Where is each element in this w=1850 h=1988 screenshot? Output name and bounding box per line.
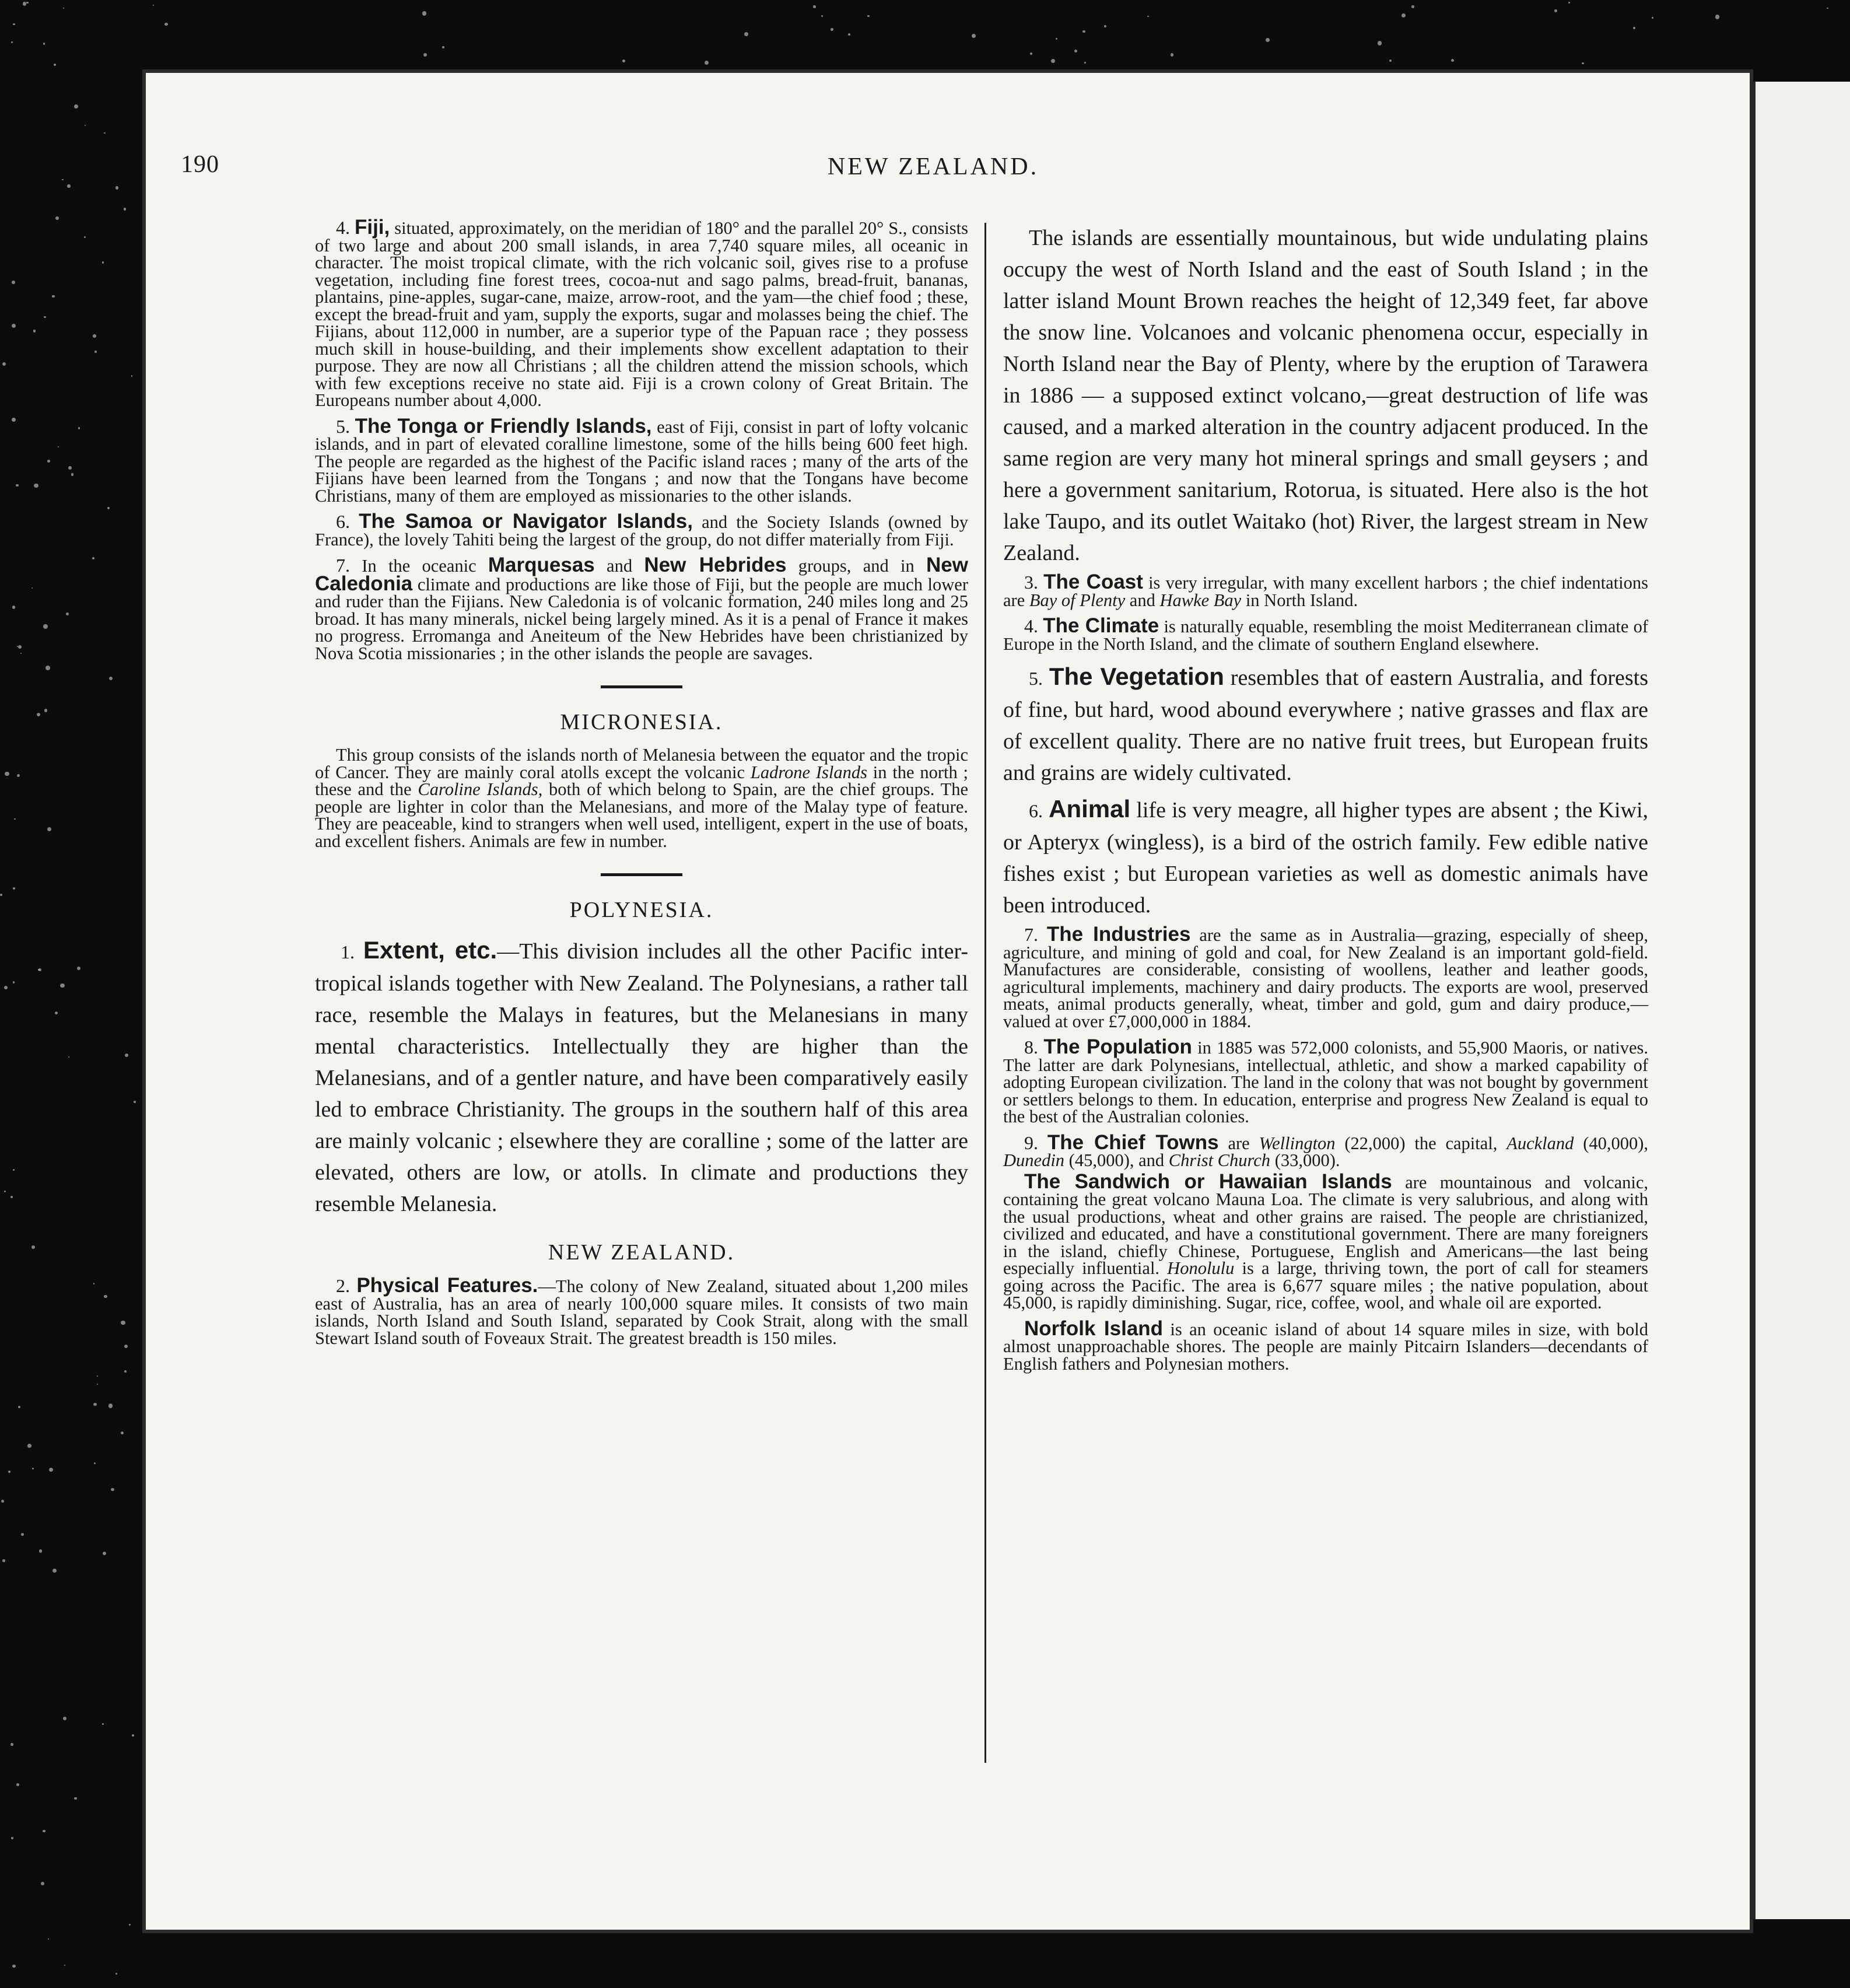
background-speck [31, 587, 33, 589]
background-speck [821, 15, 823, 17]
section-number: 5. [336, 415, 350, 437]
section-number: 4. [1024, 615, 1038, 636]
background-speck [74, 104, 78, 108]
background-speck [18, 645, 22, 649]
background-speck [54, 64, 56, 66]
background-speck [1568, 2, 1570, 4]
body-text: in the north ; these and the [315, 762, 969, 799]
background-speck [27, 1444, 31, 1448]
body-text: In the oceanic [350, 556, 488, 576]
body-text: both of which belong to Spain, are the chief groups. The people are lighter in color than the Melanesians, and more of the Malay type of feature. They are peaceable, kind to strangers when well used, intelligent, expert in the use of boats, and excellent fishers. Animals are few in number. [315, 779, 969, 851]
background-speck [867, 15, 869, 17]
body-text: (33,000). [1270, 1150, 1340, 1170]
background-speck [848, 33, 850, 36]
background-speck [47, 460, 50, 463]
section-number: 3. [1024, 572, 1038, 593]
background-speck [17, 774, 20, 777]
background-speck [423, 53, 427, 57]
paragraph-marquesas [315, 556, 968, 662]
background-speck [55, 216, 59, 220]
italic-term: Caroline Islands, [418, 779, 543, 799]
background-speck [16, 1783, 19, 1786]
section-number: 4. [336, 217, 350, 238]
background-speck [38, 969, 40, 971]
paragraph-polynesia [315, 935, 968, 1220]
background-speck [13, 981, 15, 984]
background-speck [12, 281, 15, 284]
background-speck [705, 61, 709, 65]
heading-population: The Population [1043, 1035, 1192, 1058]
background-speck [1652, 17, 1653, 19]
heading-new-hebrides: New Hebrides [644, 554, 787, 576]
running-head: NEW ZEALAND. [827, 153, 1039, 180]
background-speck [1084, 62, 1086, 64]
background-speck [97, 1384, 98, 1385]
heading-new-zealand: NEW ZEALAND. [548, 1240, 735, 1265]
background-speck [1827, 8, 1828, 9]
heading-industries: The Industries [1046, 923, 1191, 946]
background-speck [1378, 41, 1382, 46]
body-text: resembles that of eastern Australia, and forests of fine, but hard, wood abound everywhere ; native grasses and flax are of excellent quality. There are no native fruit trees, but European fruits and grains are widely cultivated. [1003, 666, 1648, 785]
section-number: 5. [1029, 668, 1043, 689]
italic-term: Dunedin [1003, 1150, 1065, 1170]
background-speck [1104, 25, 1106, 27]
background-speck [48, 1938, 49, 1940]
background-speck [21, 1533, 24, 1536]
background-speck [31, 1245, 35, 1249]
section-number: 9. [1024, 1132, 1038, 1153]
background-speck [134, 1101, 136, 1104]
background-speck [84, 236, 86, 238]
background-speck [74, 1797, 77, 1800]
background-speck [622, 60, 625, 62]
background-speck [124, 1345, 128, 1348]
background-speck [33, 330, 36, 332]
background-speck [94, 351, 97, 353]
body-text: east of Fiji, consist in part of lofty volcanic islands, and in part of elevated coralline limestone, some of the hills being 600 feet high. The people are regarded as the highest of the Pacific island races ; many of the arts of the Fijians have been learned from the Tongans ; and now that the Tongans have become Christians, many of them are employed as missionaries to the other islands. [315, 416, 968, 506]
italic-term: Hawke Bay [1159, 590, 1242, 610]
background-speck [102, 1723, 104, 1725]
background-speck [1451, 59, 1454, 62]
background-speck [107, 507, 110, 510]
italic-term: Honolulu [1167, 1258, 1235, 1278]
background-speck [972, 34, 976, 38]
background-speck [60, 984, 65, 988]
background-speck [85, 125, 86, 126]
background-speck [52, 1569, 57, 1573]
background-speck [47, 827, 51, 831]
body-text: This group consists of the islands north of Melanesia between the equator and the tropic of Cancer. They are mainly coral atolls except the volcanic [315, 745, 968, 782]
paragraph-samoa [315, 510, 968, 550]
background-speck [93, 334, 96, 338]
paragraph-animal [1003, 793, 1648, 921]
background-speck [12, 606, 16, 609]
body-text: and [1125, 590, 1160, 610]
background-speck [744, 32, 748, 36]
background-speck [1171, 53, 1173, 56]
background-speck [45, 666, 50, 670]
background-speck [10, 1743, 13, 1746]
section-rule [601, 685, 682, 688]
background-speck [1633, 27, 1636, 30]
section-number: 7. [336, 555, 350, 576]
background-speck [8, 1471, 10, 1473]
background-speck [422, 11, 427, 16]
background-speck [94, 1462, 96, 1464]
background-speck [1411, 5, 1414, 8]
background-speck [20, 653, 22, 654]
body-text: in North Island. [1241, 590, 1358, 610]
paragraph-coast [1003, 570, 1648, 610]
background-speck [44, 709, 47, 712]
background-speck [1147, 16, 1148, 17]
body-text: and [594, 556, 644, 576]
background-speck [121, 1432, 124, 1434]
column-divider [984, 223, 986, 1763]
background-speck [41, 1882, 44, 1885]
background-speck [124, 208, 127, 211]
background-speck [39, 1549, 43, 1553]
paragraph-physical-features [315, 1274, 968, 1348]
background-speck [52, 295, 55, 298]
background-speck [1554, 9, 1557, 12]
background-speck [14, 818, 16, 820]
body-text: climate and productions are like those of Fiji, but the people are much lower and ruder than the Fijians. New Caledonia is of volcanic formation, 240 miles long and 25 broad. It has many minerals, nickel being largely mined. As it is a penal of France it makes no progress. Erromanga and Aneiteum of the New Hebrides have been christianized by Nova Scotia missionaries ; in the other islands the people are savages. [315, 574, 968, 663]
background-speck [1266, 38, 1270, 42]
background-speck [102, 261, 104, 264]
section-number: 6. [336, 511, 350, 532]
background-speck [2, 1559, 5, 1562]
background-speck [68, 1056, 69, 1058]
background-speck [115, 1973, 117, 1975]
heading-sandwich-islands: The Sandwich or Hawaiian Islands [1024, 1170, 1392, 1193]
heading-norfolk-island: Norfolk Island [1024, 1317, 1164, 1340]
background-speck [34, 484, 38, 488]
italic-term: Auckland [1506, 1133, 1574, 1153]
italic-term: Bay of Plenty [1029, 590, 1126, 610]
background-speck [0, 894, 2, 896]
body-text: —The colony of New Zealand, situated about 1,200 miles east of Australia, has an area of nearly 100,000 square miles. It consists of two main islands, North Island and South Island, separated by Cook Strait, along with the small Stewart Island south of Foveaux Strait. The greatest breadth is 150 miles. [315, 1276, 968, 1348]
left-column [315, 216, 969, 1355]
background-speck [4, 986, 8, 989]
background-speck [13, 1169, 14, 1170]
paragraph-industries [1003, 923, 1649, 1031]
background-speck [104, 1295, 107, 1298]
heading-samoa: The Samoa or Navigator Islands, [359, 510, 693, 533]
background-speck [153, 5, 154, 6]
body-text: is naturally equable, resembling the moist Mediterranean climate of Europe in the North Island, and the climate of southern England elsewhere. [1003, 617, 1649, 654]
section-number: 1. [341, 942, 355, 963]
background-speck [1, 1500, 4, 1503]
background-speck [131, 375, 133, 377]
background-speck [111, 1488, 114, 1491]
background-speck [16, 484, 19, 487]
background-speck [1401, 13, 1406, 18]
background-speck [108, 1404, 113, 1408]
background-speck [1030, 52, 1032, 55]
background-speck [63, 8, 64, 9]
paragraph-sandwich-islands [1003, 1170, 1648, 1312]
background-speck [78, 427, 80, 429]
background-speck [132, 1734, 135, 1737]
background-speck [18, 1406, 20, 1408]
background-speck [109, 677, 113, 680]
background-speck [831, 28, 833, 31]
background-speck [4, 1191, 6, 1192]
page-number: 190 [181, 151, 219, 178]
body-text: is very irregular, with many excellent harbors ; the chief indentations are [1003, 573, 1648, 610]
background-speck [93, 1403, 97, 1406]
italic-term: Wellington [1259, 1133, 1336, 1153]
background-speck [12, 324, 16, 328]
paragraph-chief-towns [1003, 1130, 1649, 1170]
background-speck [93, 1283, 94, 1284]
body-text: are mountainous and volcanic, containing the great volcano Mauna Loa. The climate is very salubrious, and along with the usual productions, wheat and other grains are raised. The people are christianized, civilized and educated, and have a constitutional government. There are many foreigners in the island, chiefly Chinese, Portuguese, English and Americans—the last being especially influential. [1003, 1172, 1648, 1278]
background-speck [164, 23, 167, 26]
background-speck [1051, 59, 1055, 63]
body-text: in 1885 was 572,000 colonists, and 55,900 Maoris, or natives. The latter are dark Polynesians, intellectual, athletic, and show a marked capability of adopting European civilization. The land in the colony that was not bought by government or settlers belongs to them. In education, enterprise and progress New Zealand is equal to the best of the Australian colonies. [1003, 1038, 1648, 1126]
background-speck [63, 1717, 66, 1720]
body-text: (22,000) the capital, [1335, 1133, 1507, 1153]
background-speck [49, 1468, 53, 1472]
background-speck [442, 46, 444, 48]
background-speck [43, 43, 45, 44]
background-speck [71, 473, 73, 475]
paragraph-climate [1003, 614, 1649, 654]
background-speck [124, 1370, 127, 1373]
heading-climate: The Climate [1043, 614, 1159, 637]
paragraph-vegetation [1003, 661, 1648, 789]
paragraph-tonga [315, 414, 968, 506]
heading-marquesas: Marquesas [488, 554, 595, 576]
background-speck [813, 5, 816, 8]
section-rule [601, 873, 682, 876]
background-speck [62, 179, 64, 181]
background-speck [11, 1837, 13, 1839]
background-speck [2, 362, 6, 366]
background-speck [104, 132, 106, 134]
heading-extent: Extent, etc. [363, 936, 497, 964]
body-text: life is very meagre, all higher types are absent ; the Kiwi, or Apteryx (wingless), is a bird of the ostrich family. Few edible native fishes exist ; but European varieties as well as domestic animals have been introduced. [1003, 798, 1649, 918]
background-speck [66, 612, 69, 615]
background-speck [12, 418, 16, 422]
heading-new-caledonia: New Caledonia [315, 554, 968, 595]
background-speck [1074, 50, 1077, 52]
body-text: is an oceanic island of about 14 square miles in size, with bold almost unapproachable shores. The people are mainly Pitcairn Islanders—decendants of English fathers and Polynesian mothers. [1003, 1319, 1648, 1374]
heading-physical-features: Physical Features. [356, 1274, 538, 1297]
background-speck [125, 1054, 128, 1057]
body-text: (40,000), [1574, 1133, 1649, 1153]
paragraph-fiji [315, 216, 969, 410]
background-speck [12, 1965, 16, 1968]
background-speck [13, 23, 15, 26]
heading-fiji: Fiji, [354, 216, 390, 239]
section-number: 2. [336, 1275, 350, 1296]
background-speck [103, 1552, 106, 1555]
background-speck [43, 1830, 45, 1832]
background-speck [1389, 60, 1392, 62]
heading-animal: Animal [1049, 795, 1131, 822]
body-text: —This division includes all the other Pacific inter-tropical islands together with New Zealand. The Polynesians, a rather tall race, resemble the Malays in features, but the Melanesians in many mental characteristics. Intellectually they are higher than the Melanesians, and of a gentler nature, and have been comparatively easily led to embrace Christianity. The groups in the southern half of this area are mainly volcanic ; elsewhere they are coralline ; some of the latter are elevated, others are low, or atolls. In climate and productions they resemble Melanesia. [315, 939, 968, 1216]
adjacent-page-edge [1750, 82, 1850, 1919]
background-speck [43, 624, 48, 629]
background-speck [37, 713, 40, 716]
background-speck [5, 772, 9, 776]
italic-term: Ladrone Islands [750, 762, 868, 782]
paragraph-micronesia [315, 747, 968, 850]
background-speck [13, 887, 15, 890]
background-speck [1582, 62, 1584, 65]
section-number: 6. [1029, 800, 1043, 821]
background-speck [11, 41, 13, 43]
background-speck [10, 1196, 13, 1198]
background-speck [97, 1376, 98, 1377]
background-speck [26, 2, 29, 4]
background-speck [77, 967, 80, 970]
background-speck [68, 466, 72, 470]
background-speck [55, 1012, 58, 1014]
right-column [1003, 219, 1648, 1381]
heading-chief-towns: The Chief Towns [1047, 1130, 1219, 1154]
section-number: 8. [1024, 1037, 1038, 1058]
background-speck [64, 1965, 65, 1966]
heading-coast: The Coast [1043, 570, 1143, 593]
body-text: (45,000), and [1064, 1150, 1169, 1170]
body-text: situated, approximately, on the meridian of 180° and the parallel 20° S., consists of two large and about 200 small islands, in area 7,740 square miles, all oceanic in character. The moist tropical climate, with the rich volcanic soil, gives rise to a profuse vegetation, including fine forest trees, cocoa-nut and sago palms, bread-fruit, bananas, plantains, pine-apples, sugar-cane, maize, arrow-root, and the yam—the chief food ; these, except the bread-fruit and yam, supply the exports, sugar and molasses being the chief. The Fijians, about 112,000 in number, are a superior type of the Papuan race ; they possess much skill in house-building, and their implements show excellent adaptation to their purpose. They are now all Christians ; all the children attend the mission schools, which with few exceptions receive no state aid. Fiji is a crown colony of Great Britain. The Europeans number about 4,000. [315, 218, 969, 410]
background-speck [67, 184, 71, 188]
heading-vegetation: The Vegetation [1049, 663, 1224, 690]
background-speck [58, 446, 59, 448]
background-speck [92, 557, 95, 560]
background-speck [44, 316, 46, 318]
body-text: The islands are essentially mountainous, but wide undulating plains occupy the west of North Island and the east of South Island ; in the latter island Mount Brown reaches the height of 12,349 feet, far above the snow line. Volcanoes and volcanic phenomena occur, especially in North Island near the Bay of Plenty, where by the eruption of Tarawera in 1886 — a supposed extinct volcano,—great destruction of life was caused, and a marked alteration in the country adjacent produced. In the same region are very many hot mineral springs and small geysers ; and here a government sanitarium, Rotorua, is situated. Here also is the hot lake Taupo, and its outlet Waitako (hot) River, the largest stream in New Zealand. [1003, 226, 1648, 565]
background-speck [1715, 15, 1720, 19]
paragraph-mountains [1003, 222, 1648, 569]
heading-tonga: The Tonga or Friendly Islands, [355, 414, 652, 438]
background-speck [1056, 38, 1057, 40]
background-speck [115, 186, 119, 190]
background-speck [32, 1468, 34, 1469]
heading-polynesia: POLYNESIA. [569, 898, 714, 922]
body-text: are [1218, 1133, 1259, 1153]
section-number: 7. [1024, 924, 1038, 945]
background-speck [129, 1924, 131, 1926]
body-text: groups, and in [786, 556, 927, 576]
body-text: is a large, thriving town, the port of call for steamers going across the Pacific. The area is 6,677 square miles ; the native population, about 45,000, is rapidly diminishing. Sugar, rice, coffee, wool, and whale oil are exported. [1003, 1258, 1648, 1312]
heading-micronesia: MICRONESIA. [560, 710, 723, 734]
paragraph-norfolk-island [1003, 1317, 1648, 1374]
italic-term: Christ Church [1168, 1150, 1271, 1170]
paragraph-population [1003, 1035, 1648, 1126]
background-speck [1082, 30, 1085, 33]
background-speck [121, 1321, 125, 1325]
body-text: are the same as in Australia—grazing, especially of sheep, agriculture, and mining of gold and coal, for New Zealand is an important gold-field. Manufactures are considerable, consisting of woollens, leather and leather goods, agricultural implements, machinery and dairy products. The exports are wool, preserved meats, animal products generally, wheat, timber and gold, gum and dairy produce,—valued at over £7,000,000 in 1884. [1003, 925, 1649, 1031]
body-text: and the Society Islands (owned by France), the lovely Tahiti being the largest of the group, do not differ materially from Fiji. [315, 512, 968, 550]
